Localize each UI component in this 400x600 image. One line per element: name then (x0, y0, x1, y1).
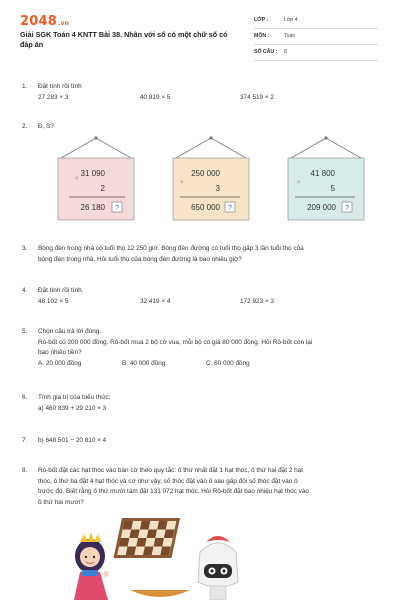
meta-key: MÔN : (254, 33, 270, 39)
meta-subject (254, 30, 378, 45)
question-number: 8. (22, 467, 28, 474)
answer-board-2 (170, 136, 252, 224)
question-number: 3. (22, 245, 28, 252)
document-title: Giải SGK Toán 4 KNTT Bài 38. Nhân với số có một chữ số có đáp án (20, 30, 228, 49)
robot-illustration (198, 536, 238, 600)
question-text-line: ô thứ hai mươi? (38, 498, 84, 506)
meta-value: Lớp 4 (284, 17, 298, 23)
question-text-line: thóc, ô thứ ba đặt 4 hạt thóc và cứ như vậy, số thóc đặt vào ô sau gấp đôi số thóc đặt vào ô (38, 477, 298, 485)
question-text: Tính giá trị của biểu thức: (38, 394, 111, 401)
meta-key: SỐ CÂU : (254, 49, 278, 55)
choice-option-b[interactable]: B. 40 000 đồng (122, 359, 166, 367)
board-multiplicand: 41 800 (310, 169, 335, 178)
question-8-illustration (60, 512, 260, 600)
question-number: 2. (22, 123, 28, 130)
board-result: 650 000 (191, 203, 220, 212)
question-text-line: trước đó. Biết rằng ô thứ mười tám đặt 131 072 hạt thóc. Hỏi Rô-bốt đặt bao nhiêu hạt thóc vào (38, 488, 309, 495)
question-text-line: Bóng đèn trong nhà có tuổi thọ 12 250 giờ. Bóng đèn đường có tuổi thọ gấp 3 lần tuổi thọ của (38, 245, 304, 252)
board-result: 26 180 (80, 203, 105, 212)
question-text: Đ, S? (38, 123, 54, 130)
meta-value: Toán (284, 33, 296, 39)
question-text-line: Rô-bốt đặt các hạt thóc vào bàn cờ theo quy tắc: ô thứ nhất đặt 1 hạt thóc, ô thứ hai đặt 2 hạt (38, 467, 303, 474)
board-result: 209 000 (307, 203, 336, 212)
board-multiplier: 3 (215, 184, 220, 193)
question-number: 4. (22, 287, 28, 294)
choice-option-a[interactable]: A. 20 000 đồng (38, 359, 82, 367)
board-multiplicand: 31 090 (80, 169, 105, 178)
times-sign: × (75, 176, 79, 182)
question-text-line: bóng đèn trong nhà. Hỏi tuổi thọ của bóng đèn đường là bao nhiêu giờ? (38, 255, 242, 263)
choice-option-c[interactable]: C. 60 000 đồng (206, 359, 250, 367)
answer-mark: ? (228, 205, 232, 212)
answer-board-1 (55, 136, 137, 224)
logo-suffix: .vn (57, 20, 70, 27)
times-sign: × (180, 180, 184, 186)
board-multiplier: 5 (330, 184, 335, 193)
exercise-item: 27 283 × 3 (38, 93, 69, 101)
question-number: 1. (22, 83, 28, 90)
expression: b) 648 501 − 20 810 × 4 (38, 437, 107, 444)
meta-value: 8 (284, 49, 287, 55)
meta-count (254, 46, 378, 61)
page-header (0, 0, 400, 62)
question-text-line: bao nhiêu tiền? (38, 349, 82, 356)
exercise-item: 172 923 × 3 (240, 297, 274, 305)
answer-board-3 (285, 136, 367, 224)
document-meta (254, 14, 378, 62)
meta-grade (254, 14, 378, 29)
site-logo[interactable] (20, 14, 69, 29)
question-number: 6. (22, 394, 28, 401)
question-text: Đặt tính rồi tính (38, 83, 82, 90)
expression: a) 460 839 + 29 210 × 3 (38, 404, 107, 412)
answer-mark: ? (345, 205, 349, 212)
princess-illustration (74, 532, 109, 600)
board-multiplier: 2 (100, 184, 105, 193)
exercise-item: 40 819 × 5 (140, 93, 171, 101)
exercise-item: 374 519 × 2 (240, 93, 274, 101)
question-text: Chọn câu trả lời đúng. (38, 328, 102, 335)
question-text-line: Rô-bốt có 200 000 đồng. Rô-bốt mua 2 bộ cờ vua, mỗi bộ có giá 80 000 đồng. Hỏi Rô-bốt còn lại (38, 338, 313, 346)
times-sign: × (297, 180, 301, 186)
board-multiplicand: 250 000 (191, 169, 220, 178)
exercise-item: 32 419 × 4 (140, 297, 171, 305)
question-text: Đặt tính rồi tính. (38, 287, 84, 294)
question-number: 7. (22, 437, 28, 444)
meta-key: LỚP : (254, 17, 269, 23)
chessboard-illustration (113, 518, 180, 558)
question-number: 5. (22, 328, 28, 335)
logo-text: 2048 (20, 14, 57, 29)
answer-mark: ? (115, 205, 119, 212)
exercise-item: 48 102 × 5 (38, 297, 69, 305)
